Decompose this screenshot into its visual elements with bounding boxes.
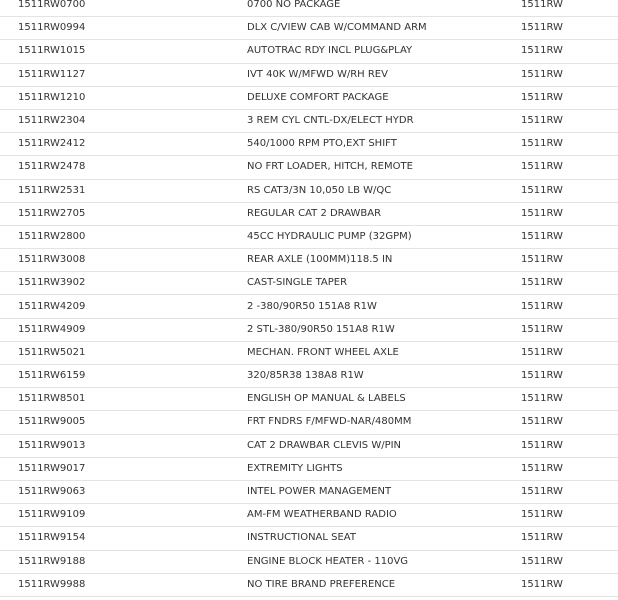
table-row [0, 341, 618, 364]
option-description-cell: 0700 NO PACKAGE [231, 0, 505, 17]
option-group-cell: 1511RW [505, 388, 618, 411]
option-code-cell: 1511RW8501 [0, 388, 231, 411]
table-row [0, 550, 618, 573]
option-group-cell: 1511RW [505, 480, 618, 503]
option-group-cell: 1511RW [505, 504, 618, 527]
option-code-cell: 1511RW9013 [0, 434, 231, 457]
option-description-cell: IVT 40K W/MFWD W/RH REV [231, 63, 505, 86]
option-description-cell: 540/1000 RPM PTO,EXT SHIFT [231, 133, 505, 156]
option-code-cell: 1511RW2304 [0, 109, 231, 132]
option-group-cell: 1511RW [505, 179, 618, 202]
option-group-cell: 1511RW [505, 249, 618, 272]
option-description-cell: NO FRT LOADER, HITCH, REMOTE [231, 156, 505, 179]
table-row [0, 573, 618, 596]
option-code-cell: 1511RW0994 [0, 17, 231, 40]
option-description-cell: ENGINE BLOCK HEATER - 110VG [231, 550, 505, 573]
option-group-cell: 1511RW [505, 550, 618, 573]
option-group-cell: 1511RW [505, 0, 618, 17]
table-row [0, 411, 618, 434]
option-code-cell: 1511RW2478 [0, 156, 231, 179]
option-description-cell: INSTRUCTIONAL SEAT [231, 527, 505, 550]
option-group-cell: 1511RW [505, 109, 618, 132]
option-group-cell: 1511RW [505, 341, 618, 364]
option-description-cell: EXTREMITY LIGHTS [231, 457, 505, 480]
option-code-cell: 1511RW3902 [0, 272, 231, 295]
option-description-cell: REAR AXLE (100MM)118.5 IN [231, 249, 505, 272]
option-group-cell: 1511RW [505, 225, 618, 248]
option-group-cell: 1511RW [505, 411, 618, 434]
option-description-cell: AUTOTRAC RDY INCL PLUG&PLAY [231, 40, 505, 63]
option-group-cell: 1511RW [505, 295, 618, 318]
table-row [0, 295, 618, 318]
option-code-cell: 1511RW1210 [0, 86, 231, 109]
option-code-cell: 1511RW6159 [0, 365, 231, 388]
option-description-cell: AM-FM WEATHERBAND RADIO [231, 504, 505, 527]
option-code-cell: 1511RW9063 [0, 480, 231, 503]
option-description-cell: DLX C/VIEW CAB W/COMMAND ARM [231, 17, 505, 40]
option-description-cell: 3 REM CYL CNTL-DX/ELECT HYDR [231, 109, 505, 132]
option-description-cell: 320/85R38 138A8 R1W [231, 365, 505, 388]
option-group-cell: 1511RW [505, 17, 618, 40]
table-row [0, 457, 618, 480]
table-row [0, 17, 618, 40]
option-code-cell: 1511RW2412 [0, 133, 231, 156]
option-code-cell: 1511RW3008 [0, 249, 231, 272]
table-row [0, 504, 618, 527]
option-description-cell: RS CAT3/3N 10,050 LB W/QC [231, 179, 505, 202]
option-code-cell: 1511RW2531 [0, 179, 231, 202]
table-row [0, 202, 618, 225]
option-group-cell: 1511RW [505, 527, 618, 550]
table-row [0, 156, 618, 179]
option-description-cell: 2 -380/90R50 151A8 R1W [231, 295, 505, 318]
option-description-cell: INTEL POWER MANAGEMENT [231, 480, 505, 503]
option-description-cell: 45CC HYDRAULIC PUMP (32GPM) [231, 225, 505, 248]
option-description-cell: MECHAN. FRONT WHEEL AXLE [231, 341, 505, 364]
option-code-cell: 1511RW2705 [0, 202, 231, 225]
option-description-cell: CAT 2 DRAWBAR CLEVIS W/PIN [231, 434, 505, 457]
table-row [0, 179, 618, 202]
option-group-cell: 1511RW [505, 40, 618, 63]
table-row [0, 480, 618, 503]
option-group-cell: 1511RW [505, 434, 618, 457]
option-group-cell: 1511RW [505, 573, 618, 596]
table-row [0, 318, 618, 341]
option-code-cell: 1511RW4209 [0, 295, 231, 318]
option-code-cell: 1511RW9005 [0, 411, 231, 434]
option-group-cell: 1511RW [505, 272, 618, 295]
option-code-cell: 1511RW4909 [0, 318, 231, 341]
option-group-cell: 1511RW [505, 202, 618, 225]
option-description-cell: CAST-SINGLE TAPER [231, 272, 505, 295]
option-group-cell: 1511RW [505, 133, 618, 156]
option-code-cell: 1511RW9988 [0, 573, 231, 596]
option-group-cell: 1511RW [505, 365, 618, 388]
option-code-cell: 1511RW9188 [0, 550, 231, 573]
option-description-cell: REGULAR CAT 2 DRAWBAR [231, 202, 505, 225]
table-row [0, 63, 618, 86]
option-group-cell: 1511RW [505, 156, 618, 179]
table-row [0, 133, 618, 156]
table-row [0, 434, 618, 457]
option-group-cell: 1511RW [505, 63, 618, 86]
option-description-cell: ENGLISH OP MANUAL & LABELS [231, 388, 505, 411]
option-description-cell: FRT FNDRS F/MFWD-NAR/480MM [231, 411, 505, 434]
table-row [0, 365, 618, 388]
table-row [0, 388, 618, 411]
option-code-cell: 1511RW0700 [0, 0, 231, 17]
table-row [0, 272, 618, 295]
option-description-cell: NO TIRE BRAND PREFERENCE [231, 573, 505, 596]
option-code-cell: 1511RW9017 [0, 457, 231, 480]
option-group-cell: 1511RW [505, 318, 618, 341]
option-code-cell: 1511RW5021 [0, 341, 231, 364]
option-code-cell: 1511RW1015 [0, 40, 231, 63]
option-group-cell: 1511RW [505, 457, 618, 480]
table-row [0, 86, 618, 109]
option-code-cell: 1511RW9109 [0, 504, 231, 527]
table-row [0, 527, 618, 550]
option-description-cell: DELUXE COMFORT PACKAGE [231, 86, 505, 109]
option-code-cell: 1511RW2800 [0, 225, 231, 248]
option-description-cell: 2 STL-380/90R50 151A8 R1W [231, 318, 505, 341]
option-group-cell: 1511RW [505, 86, 618, 109]
table-row [0, 109, 618, 132]
option-code-cell: 1511RW1127 [0, 63, 231, 86]
table-row [0, 0, 618, 17]
table-row [0, 225, 618, 248]
option-code-cell: 1511RW9154 [0, 527, 231, 550]
table-row [0, 249, 618, 272]
table-row [0, 40, 618, 63]
